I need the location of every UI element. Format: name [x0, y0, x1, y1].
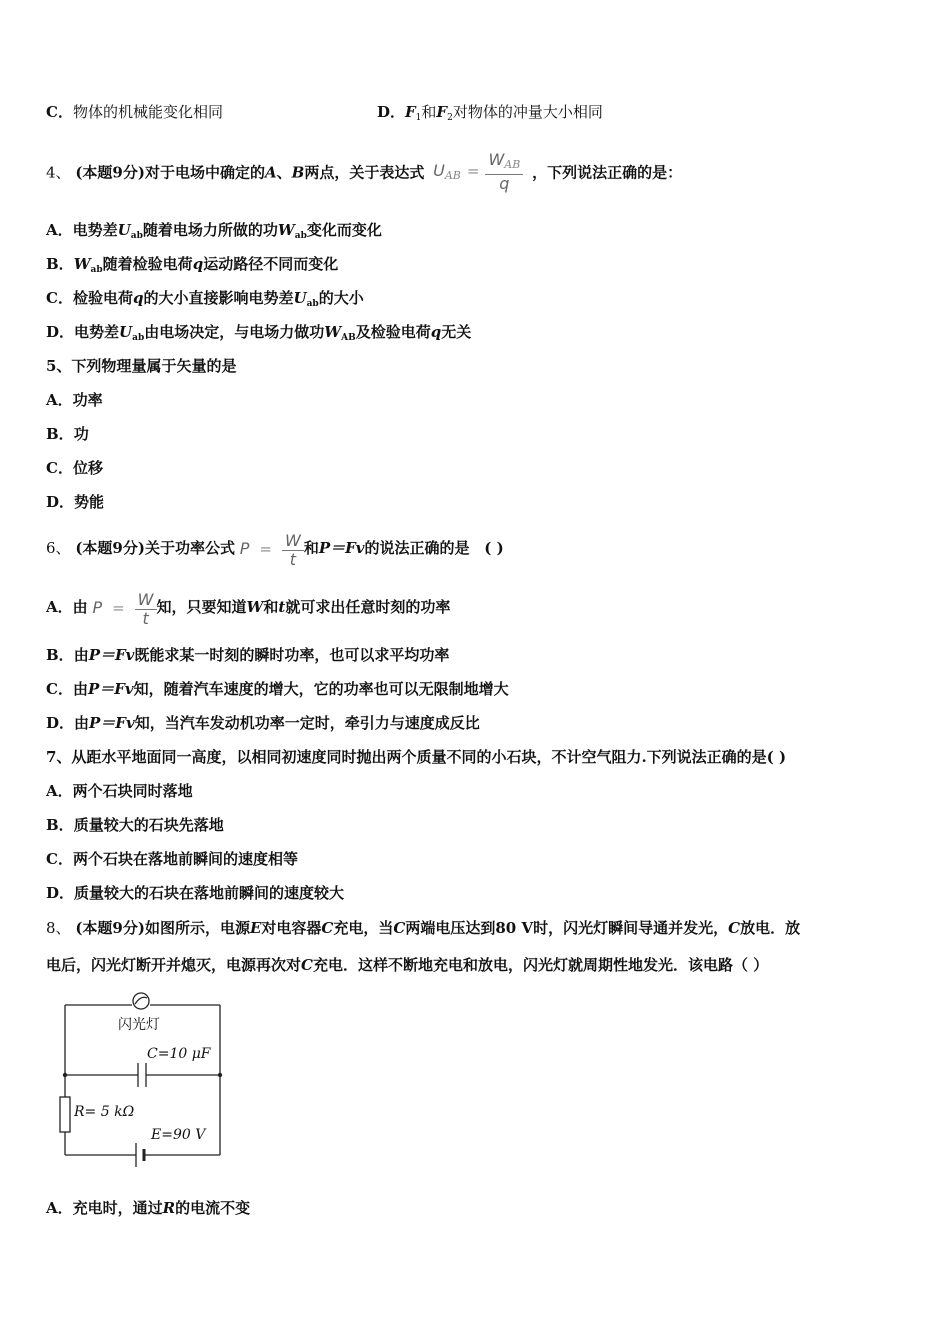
option-text: 物体的机械能变化相同 — [72, 103, 223, 121]
q5-option-c: C．位移 — [46, 459, 103, 477]
option-letter: C． — [46, 103, 73, 121]
q4-option-d: D．电势差$U_{ab}$由电场决定，与电场力做功$W_{AB}$及检验电荷q无关 — [46, 323, 472, 343]
flash-lamp-icon — [133, 993, 149, 1009]
q5-option-d: D．势能 — [46, 493, 105, 511]
q6-option-d: D．由P＝Fv知，当汽车发动机功率一定时，牵引力与速度成反比 — [46, 714, 480, 732]
q4-option-c: C．检验电荷q的大小直接影响电势差$U_{ab}$的大小 — [46, 289, 364, 309]
q3-option-d: D．$F_1$和$F_2$对物体的冲量大小相同 — [377, 103, 603, 123]
q8-option-a: A．充电时，通过R的电流不变 — [46, 1199, 251, 1217]
junction-right — [218, 1073, 222, 1077]
junction-left — [63, 1073, 67, 1077]
q4-formula: $U_{AB}$ = $\frac{W_{AB}}{q}$ — [433, 146, 523, 201]
q5-stem: 5、下列物理量属于矢量的是 — [46, 357, 237, 375]
resistor-label: R= 5 kΩ — [74, 1104, 135, 1120]
flash-lamp-filament — [135, 997, 147, 1004]
q3-option-c — [46, 102, 223, 122]
q6-option-a-formula: P = $\frac{W}{t}$ — [92, 585, 156, 631]
q8-stem-line2: 电后，闪光灯断开并熄灭，电源再次对C充电．这样不断地充电和放电，闪光灯就周期性地发光．该电路（ ） — [46, 956, 769, 974]
q7-option-a: A．两个石块同时落地 — [46, 782, 193, 800]
q6-formula: P = $\frac{W}{t}$ — [240, 526, 304, 572]
q7-stem: 7、从距水平地面同一高度，以相同初速度同时抛出两个质量不同的小石块，不计空气阻力.下列说法正确的是( ) — [46, 748, 787, 766]
lamp-label: 闪光灯 — [118, 1017, 160, 1033]
q6-option-b: B．由P＝Fv既能求某一时刻的瞬时功率，也可以求平均功率 — [46, 646, 450, 664]
source-label: E=90 V — [151, 1127, 206, 1143]
q4-stem: 4、 (本题9分)对于电场中确定的A、B两点，关于表达式 $U_{AB}$ = $\frac{W_{AB}}{q}$ ，下列说法正确的是： — [46, 146, 682, 201]
q5-option-b: B．功 — [46, 425, 89, 443]
q6-option-c: C．由P＝Fv知，随着汽车速度的增大，它的功率也可以无限制地增大 — [46, 680, 509, 698]
option-letter: D． — [377, 103, 406, 121]
q7-option-d: D．质量较大的石块在落地前瞬间的速度较大 — [46, 884, 345, 902]
q6-stem: 6、 (本题9分)关于功率公式 P = $\frac{W}{t}$ 和P＝Fv的说法正确的是 ( ) — [46, 525, 504, 572]
q6-option-a: A．由 P = $\frac{W}{t}$ 知，只要知道W和t就可求出任意时刻的功率 — [46, 584, 450, 631]
resistor-icon — [60, 1097, 70, 1132]
q5-option-a: A．功率 — [46, 391, 103, 409]
capacitor-label: C=10 μF — [147, 1046, 211, 1062]
q8-stem-line1: 8、 (本题9分)如图所示，电源E对电容器C充电，当C两端电压达到80 V时，闪光灯瞬间导通并发光，C放电．放 — [46, 919, 801, 937]
q7-option-c: C．两个石块在落地前瞬间的速度相等 — [46, 850, 298, 868]
circuit-diagram — [50, 985, 240, 1175]
q7-option-b: B．质量较大的石块先落地 — [46, 816, 224, 834]
q4-option-b: B．$W_{ab}$随着检验电荷q运动路径不同而变化 — [46, 255, 339, 275]
q4-option-a: A．电势差$U_{ab}$随着电场力所做的功$W_{ab}$变化而变化 — [46, 221, 382, 241]
